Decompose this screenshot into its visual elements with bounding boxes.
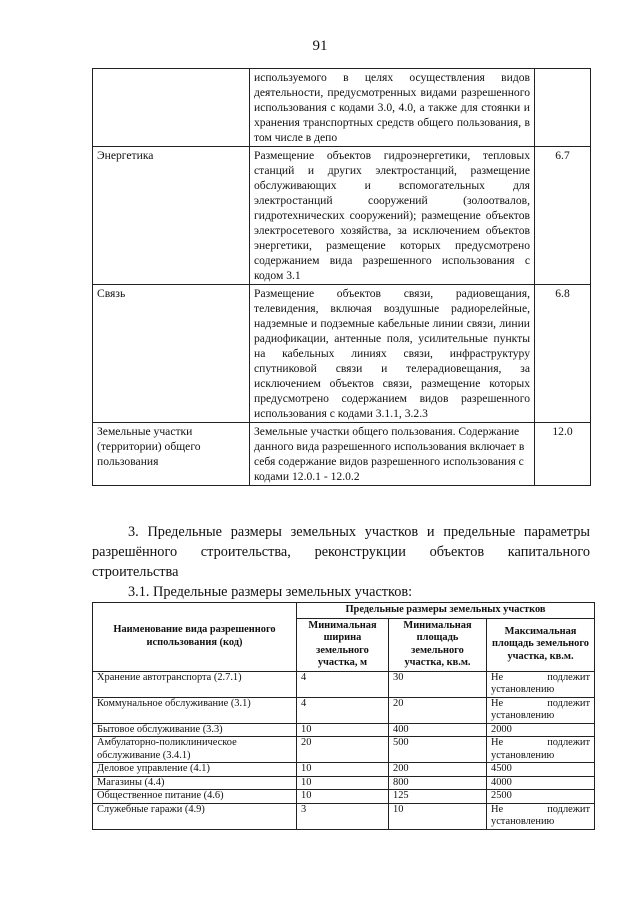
use-code-cell: 6.8 [535,285,591,423]
section-3-text: 3. Предельные размеры земельных участков и предельные параметры разрешённого строительства, реконструкции объектов капитального строительства [92,524,590,580]
use-description-cell: Размещение объектов гидроэнергетики, тепловых станций и других электростанций, размещение обслуживающих и вспомогательных для электростанций сооружений (золоотвалов, гидротехнических сооружений); размещение объектов электросетевого хозяйства, за исключением объектов энергетики, размещение которых предусмотрено содержанием вида разрешенного использования с кодом 3.1 [250,147,535,285]
table-row [93,776,595,790]
limit-min-area: 500 [389,737,487,763]
use-code-cell: 6.7 [535,147,591,285]
limit-max-area: 4500 [487,763,595,777]
limit-use-name: Магазины (4.4) [93,776,297,790]
limit-max-area: Не подлежит установлению [487,671,595,697]
header-row [93,603,595,619]
limit-min-area: 10 [389,803,487,829]
limit-min-width: 3 [297,803,389,829]
land-use-types-table [92,68,591,486]
table-row [93,763,595,777]
limits-table-header [93,603,595,672]
use-name-cell: Энергетика [93,147,250,285]
limit-use-name: Общественное питание (4.6) [93,790,297,804]
use-name-cell [93,69,250,147]
use-description-cell: Земельные участки общего пользования. Содержание данного вида разрешенного использования включает в себя содержание видов разрешенного использования с кодами 12.0.1 - 12.0.2 [250,423,535,486]
table-row [93,697,595,723]
table-row [93,423,591,486]
header-use-name: Наименование вида разрешенного использования (код) [93,603,297,672]
use-code-cell [535,69,591,147]
limit-min-width: 20 [297,737,389,763]
table-row [93,285,591,423]
table-row [93,803,595,829]
land-plot-limits-table [92,602,595,830]
table-row [93,147,591,285]
table-row [93,790,595,804]
table-row [93,671,595,697]
limit-min-area: 30 [389,671,487,697]
limit-min-width: 10 [297,763,389,777]
section-3-paragraph [92,522,590,582]
use-description-cell: используемого в целях осуществления видов деятельности, предусмотренных видами разрешенного использования с кодами 3.0, 4.0, а также для стоянки и хранения транспортных средств общего пользования, в том числе в депо [250,69,535,147]
header-min-area: Минимальная площадь земельного участка, кв.м. [389,618,487,671]
limit-use-name: Бытовое обслуживание (3.3) [93,723,297,737]
use-code-cell: 12.0 [535,423,591,486]
use-name-cell: Земельные участки (территории) общего пользования [93,423,250,486]
use-name-cell: Связь [93,285,250,423]
limit-min-width: 4 [297,697,389,723]
limits-table-body [93,671,595,829]
limit-min-area: 400 [389,723,487,737]
limit-max-area: 4000 [487,776,595,790]
limit-min-area: 20 [389,697,487,723]
limit-max-area: 2500 [487,790,595,804]
table-row [93,723,595,737]
limit-min-width: 10 [297,723,389,737]
limit-use-name: Хранение автотранспорта (2.7.1) [93,671,297,697]
header-limits-group: Предельные размеры земельных участков [297,603,595,619]
limit-max-area: Не подлежит установлению [487,737,595,763]
limit-min-area: 125 [389,790,487,804]
page-number: 91 [312,38,328,54]
header-max-area: Максимальная площадь земельного участка, кв.м. [487,618,595,671]
limit-use-name: Деловое управление (4.1) [93,763,297,777]
limit-min-width: 10 [297,776,389,790]
header-min-width: Минимальная ширина земельного участка, м [297,618,389,671]
land-use-types-body [93,69,591,486]
section-3-1-heading: 3.1. Предельные размеры земельных участков: [128,584,413,600]
limit-max-area: 2000 [487,723,595,737]
limit-min-area: 200 [389,763,487,777]
limit-use-name: Амбулаторно-поликлиническое обслуживание (3.4.1) [93,737,297,763]
limit-min-width: 4 [297,671,389,697]
table-row [93,69,591,147]
limit-use-name: Коммунальное обслуживание (3.1) [93,697,297,723]
limit-max-area: Не подлежит установлению [487,803,595,829]
use-description-cell: Размещение объектов связи, радиовещания, телевидения, включая воздушные радиорелейные, надземные и подземные кабельные линии связи, линии радиофикации, антенные поля, усилительные пункты на кабельных линиях связи, инфраструктуру спутниковой связи и телерадиовещания, за исключением объектов связи, размещение которых предусмотрено содержанием видов разрешенного использования с кодами 3.1.1, 3.2.3 [250,285,535,423]
limit-max-area: Не подлежит установлению [487,697,595,723]
limit-use-name: Служебные гаражи (4.9) [93,803,297,829]
table-row [93,737,595,763]
limit-min-width: 10 [297,790,389,804]
limit-min-area: 800 [389,776,487,790]
